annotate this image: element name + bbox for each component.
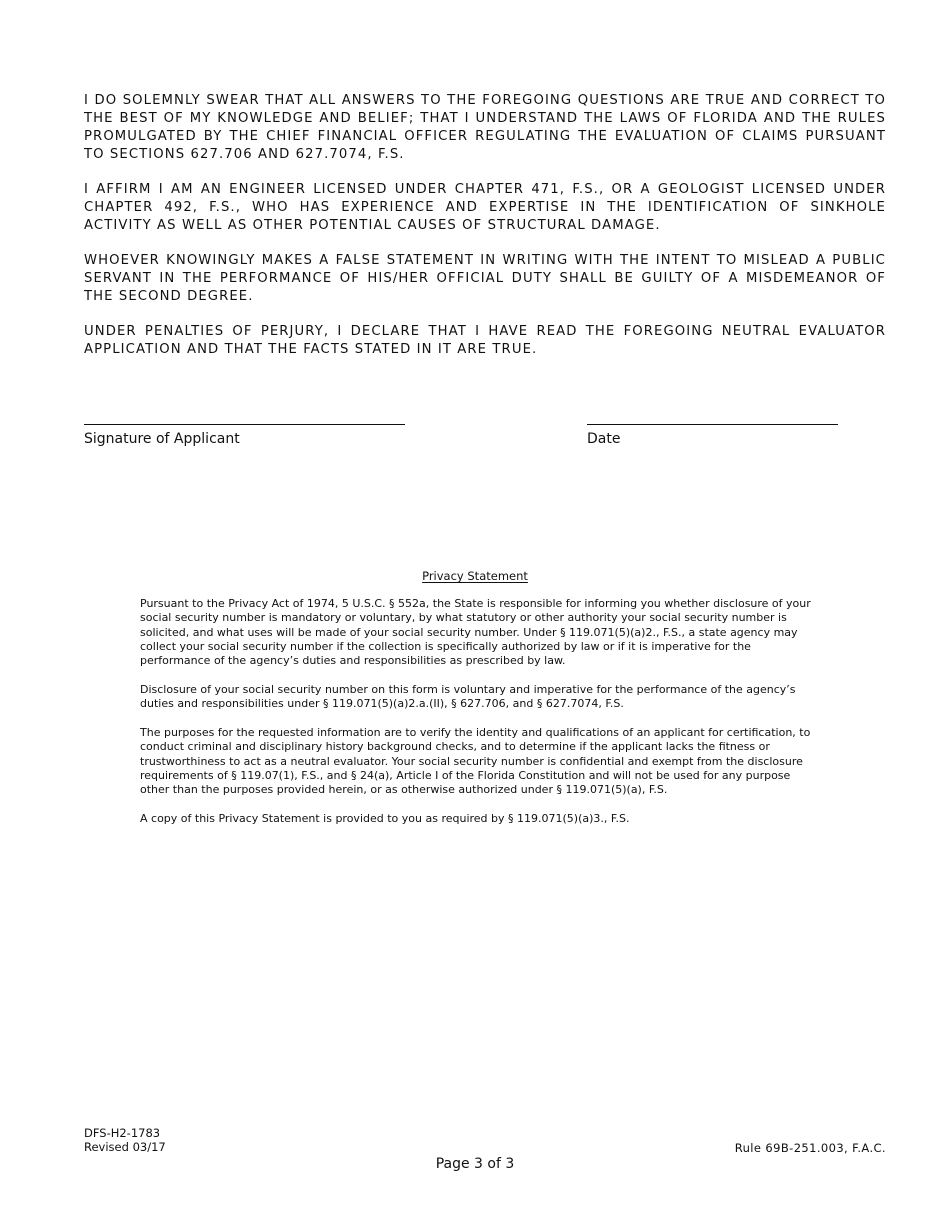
privacy-paragraph-copy-notice: A copy of this Privacy Statement is provided to you as required by § 119.071(5)(a)3., F.S. — [140, 812, 630, 825]
page-number: Page 3 of 3 — [435, 1156, 515, 1172]
oath-paragraph-perjury-declaration: UNDER PENALTIES OF PERJURY, I DECLARE THAT I HAVE READ THE FOREGOING NEUTRAL EVALUATOR APPLICATION AND THAT THE FACTS STATED IN IT ARE TRUE. — [84, 324, 886, 357]
signature-of-applicant-label: Signature of Applicant — [84, 431, 240, 447]
revision-date: Revised 03/17 — [84, 1140, 166, 1154]
oath-paragraph-false-statement-warning: WHOEVER KNOWINGLY MAKES A FALSE STATEMENT IN WRITING WITH THE INTENT TO MISLEAD A PUBLIC SERVANT IN THE PERFORMANCE OF HIS/HER OFFICIAL DUTY SHALL BE GUILTY OF A MISDEMEANOR OF THE SECOND DEGREE. — [84, 253, 886, 304]
rule-citation: Rule 69B-251.003, F.A.C. — [734, 1141, 886, 1155]
privacy-paragraph-privacy-act: Pursuant to the Privacy Act of 1974, 5 U.S.C. § 552a, the State is responsible for informing you whether disclosure of your social security number is mandatory or voluntary, by what statutory or other authority your social security number is solicited, and what uses will be made of your social security number. Under § 119.071(5)(a)2., F.S., a state agency may collect your social security number if the collection is specifically authorized by law or if it is imperative for the performance of the agency’s duties and responsibilities as prescribed by law. — [140, 597, 811, 668]
date-label: Date — [587, 431, 621, 447]
form-number: DFS-H2-1783 — [84, 1126, 161, 1140]
privacy-statement-heading — [0, 568, 950, 584]
form-identifier — [84, 1126, 166, 1154]
oath-paragraph-license-affirmation: I AFFIRM I AM AN ENGINEER LICENSED UNDER CHAPTER 471, F.S., OR A GEOLOGIST LICENSED UNDER CHAPTER 492, F.S., WHO HAS EXPERIENCE AND EXPERTISE IN THE IDENTIFICATION OF SINKHOLE ACTIVITY AS WELL AS OTHER POTENTIAL CAUSES OF STRUCTURAL DAMAGE. — [84, 182, 886, 233]
privacy-paragraph-purposes: The purposes for the requested information are to verify the identity and qualifications of an applicant for certification, to conduct criminal and disciplinary history background checks, and to determine if the applicant lacks the fitness or trustworthiness to act as a neutral evaluator. Your social security number is confidential and exempt from the disclosure requirements of § 119.07(1), F.S., and § 24(a), Article I of the Florida Constitution and will not be used for any purpose other than the purposes provided herein, or as otherwise authorized under § 119.071(5)(a), F.S. — [140, 726, 811, 797]
oath-paragraph-sworn-statement: I DO SOLEMNLY SWEAR THAT ALL ANSWERS TO THE FOREGOING QUESTIONS ARE TRUE AND CORRECT TO THE BEST OF MY KNOWLEDGE AND BELIEF; THAT I UNDERSTAND THE LAWS OF FLORIDA AND THE RULES PROMULGATED BY THE CHIEF FINANCIAL OFFICER REGULATING THE EVALUATION OF CLAIMS PURSUANT TO SECTIONS 627.706 AND 627.7074, F.S. — [84, 93, 886, 162]
signature-line[interactable] — [84, 424, 405, 425]
privacy-paragraph-disclosure: Disclosure of your social security number on this form is voluntary and imperative for the performance of the agency’s duties and responsibilities under § 119.071(5)(a)2.a.(II), § 627.706, and § 627.7074, F.S. — [140, 683, 796, 711]
privacy-statement-title: Privacy Statement — [422, 569, 528, 583]
date-line[interactable] — [587, 424, 838, 425]
